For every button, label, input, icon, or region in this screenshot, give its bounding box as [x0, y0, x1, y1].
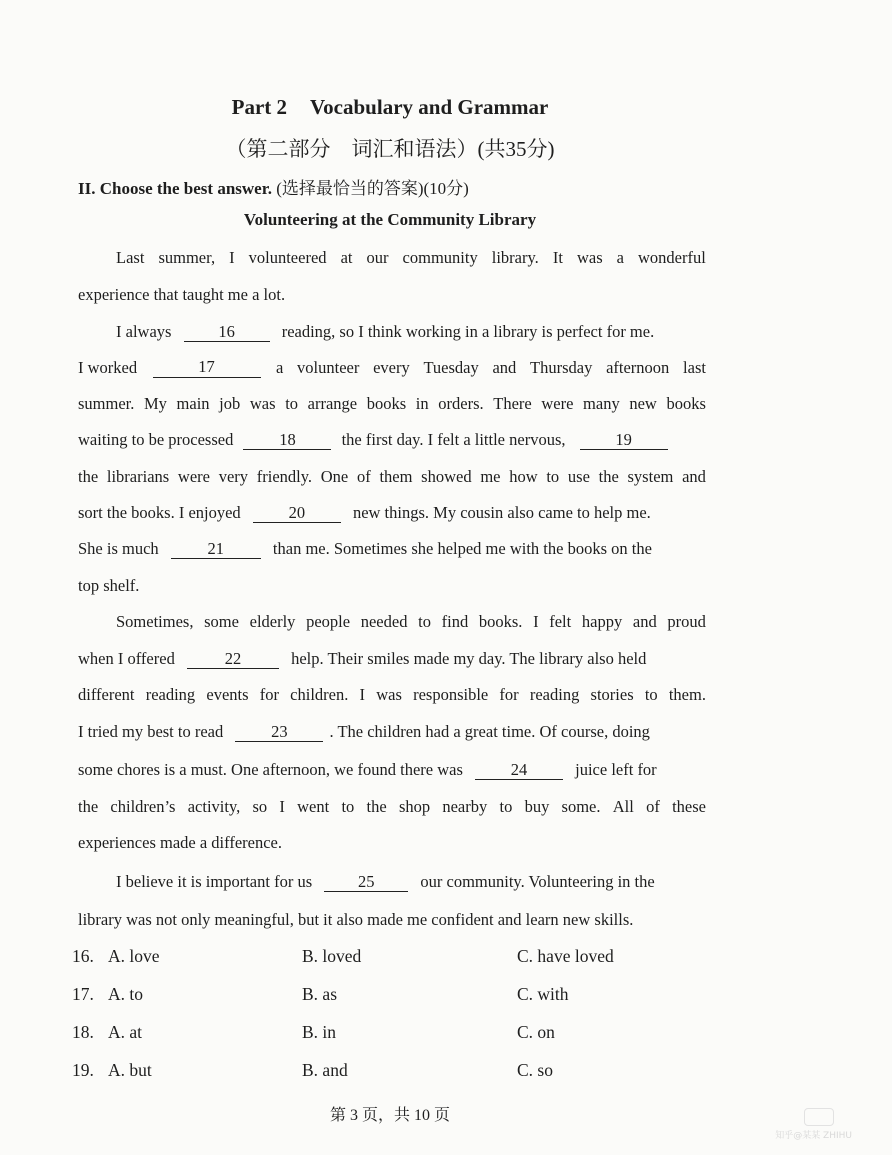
passage-word: in — [415, 394, 429, 413]
blank-23: 23 — [235, 723, 323, 742]
passage-word: was — [576, 248, 603, 267]
passage-word: summer. — [78, 394, 135, 413]
passage-word: showed — [421, 467, 472, 486]
blank-22: 22 — [187, 650, 279, 669]
passage-word: I — [229, 248, 235, 267]
passage-word: orders. — [438, 394, 484, 413]
passage-word: every — [373, 358, 410, 377]
passage-line: some chores is a must. One afternoon, we found there was 24 juice left for — [78, 760, 657, 779]
passage-word: events — [206, 685, 249, 704]
passage-word: I — [279, 797, 285, 816]
passage-word: needed — [360, 612, 408, 631]
passage-word: One — [320, 467, 349, 486]
part-subtitle-cn: （第二部分 词汇和语法）(共35分) — [225, 137, 555, 161]
passage-word: a — [616, 248, 624, 267]
passage-word: nearby — [442, 797, 488, 816]
passage-line: experience that taught me a lot. — [78, 285, 286, 304]
section-instruction: Choose the best answer. — [99, 179, 272, 198]
passage-word: stories — [590, 685, 634, 704]
passage-word: them. — [668, 685, 706, 704]
option-a[interactable]: A. but — [108, 1060, 152, 1080]
passage-word: summer, — [158, 248, 216, 267]
section-heading — [78, 174, 469, 199]
watermark: 知乎@某某 ZHIHU — [775, 1131, 852, 1141]
passage-title: Volunteering at the Community Library — [243, 210, 537, 229]
passage-word: shop — [398, 797, 431, 816]
option-b[interactable]: B. as — [302, 984, 337, 1004]
question-number: 17. — [72, 984, 94, 1004]
passage-word: arrange — [307, 394, 358, 413]
passage-word: some. — [561, 797, 601, 816]
passage-word: how — [509, 467, 538, 486]
blank-24: 24 — [475, 761, 563, 780]
passage-line: I believe it is important for us 25 our community. Volunteering in the — [116, 872, 655, 891]
passage-word: to — [341, 797, 355, 816]
passage-word: them — [379, 467, 413, 486]
passage-line: when I offered 22 help. Their smiles made my day. The library also held — [78, 649, 647, 668]
passage-word: elderly — [249, 612, 296, 631]
passage-word: different — [78, 685, 135, 704]
passage-word: responsible — [413, 685, 489, 704]
passage-word: so — [252, 797, 268, 816]
blank-21: 21 — [171, 540, 261, 559]
passage-line: top shelf. — [78, 576, 140, 595]
passage-word: wonderful — [638, 248, 706, 267]
passage-word: community — [402, 248, 478, 267]
option-a[interactable]: A. at — [108, 1022, 143, 1042]
passage-line: I worked 17 a volunteer every Tuesday and Thursday afternoon last — [78, 357, 706, 377]
passage-word: activity, — [187, 797, 241, 816]
passage-word: My — [144, 394, 167, 413]
passage-word: the — [78, 467, 99, 486]
question-number: 16. — [72, 946, 94, 966]
passage-word: afternoon — [606, 358, 670, 377]
passage-line: I tried my best to read 23 . The children had a great time. Of course, doing — [78, 722, 650, 741]
option-c[interactable]: C. with — [517, 984, 569, 1004]
passage-line: sort the books. I enjoyed 20 new things. My cousin also came to help me. — [78, 503, 651, 522]
option-c[interactable]: C. on — [517, 1022, 555, 1042]
passage-word: me — [480, 467, 501, 486]
passage-word: to — [499, 797, 513, 816]
passage-word: went — [297, 797, 330, 816]
option-b[interactable]: B. and — [302, 1060, 348, 1080]
passage-word: books — [366, 394, 407, 413]
passage-word: buy — [524, 797, 550, 816]
option-a[interactable]: A. love — [108, 946, 160, 966]
passage-word: volunteered — [248, 248, 327, 267]
option-a[interactable]: A. to — [108, 984, 143, 1004]
passage-word: new — [629, 394, 657, 413]
passage-word: to — [285, 394, 299, 413]
passage-word: Thursday — [530, 358, 593, 377]
passage-word: All — [612, 797, 634, 816]
part-title — [0, 95, 780, 120]
option-c[interactable]: C. have loved — [517, 946, 614, 966]
passage-word: job — [219, 394, 241, 413]
passage-word: some — [204, 612, 239, 631]
passage-line — [78, 467, 706, 487]
passage-word: people — [306, 612, 351, 631]
passage-word: at — [340, 248, 353, 267]
passage-word: use — [567, 467, 590, 486]
passage-word: librarians — [106, 467, 170, 486]
passage-line — [116, 612, 706, 632]
passage-word: and — [632, 612, 657, 631]
passage-word: of — [646, 797, 660, 816]
passage-word: I — [533, 612, 539, 631]
passage-word: were — [541, 394, 574, 413]
passage-word: Tuesday — [423, 358, 479, 377]
passage-word: and — [492, 358, 517, 377]
passage-word: many — [583, 394, 620, 413]
option-b[interactable]: B. in — [302, 1022, 337, 1042]
passage-word: to — [418, 612, 431, 631]
question-number: 18. — [72, 1022, 94, 1042]
passage-word: find — [441, 612, 469, 631]
part-label: Part 2 — [231, 95, 288, 119]
section-instruction-cn: (选择最恰当的答案)(10分) — [276, 179, 469, 198]
blank-18: 18 — [243, 431, 331, 450]
passage-word: books. — [478, 612, 523, 631]
passage-word: the — [598, 467, 619, 486]
section-number: II. — [78, 179, 96, 198]
option-b[interactable]: B. loved — [302, 946, 362, 966]
passage-word: was — [376, 685, 402, 704]
passage-word: to — [546, 467, 560, 486]
passage-word: felt — [549, 612, 572, 631]
blank-20: 20 — [253, 504, 341, 523]
passage-word: last — [683, 358, 706, 377]
blank-17: 17 — [153, 358, 261, 378]
passage-word: I — [359, 685, 366, 704]
passage-line: library was not only meaningful, but it also made me confident and learn new skills. — [78, 910, 634, 929]
passage-word: library. — [491, 248, 539, 267]
option-c[interactable]: C. so — [517, 1060, 553, 1080]
passage-word: to — [644, 685, 658, 704]
passage-word: the — [366, 797, 387, 816]
passage-word: volunteer — [297, 358, 360, 377]
blank-25: 25 — [324, 873, 408, 892]
passage-word: system — [627, 467, 674, 486]
passage-line: experiences made a difference. — [78, 833, 282, 852]
blank-19: 19 — [580, 431, 668, 450]
passage-word: main — [176, 394, 210, 413]
passage-word: children. — [290, 685, 349, 704]
passage-word: and — [682, 467, 706, 486]
blank-16: 16 — [184, 323, 270, 342]
passage-word: It — [552, 248, 563, 267]
passage-word: our — [366, 248, 389, 267]
passage-word: reading — [529, 685, 580, 704]
passage-word: reading — [145, 685, 196, 704]
passage-word: Sometimes, — [116, 612, 194, 631]
part-name: Vocabulary and Grammar — [309, 95, 549, 119]
passage-word: books — [666, 394, 706, 413]
passage-word: proud — [667, 612, 706, 631]
passage-line — [78, 685, 706, 705]
watermark-logo — [804, 1108, 834, 1126]
passage-word: children’s — [110, 797, 176, 816]
passage-word: these — [672, 797, 706, 816]
passage-line: I always 16 reading, so I think working in a library is perfect for me. — [116, 322, 655, 341]
passage-line — [116, 248, 706, 268]
passage-line: She is much 21 than me. Sometimes she helped me with the books on the — [78, 539, 652, 558]
passage-word: There — [493, 394, 532, 413]
passage-word: very — [218, 467, 249, 486]
passage-word: of — [356, 467, 371, 486]
passage-word: for — [259, 685, 279, 704]
passage-word: happy — [581, 612, 623, 631]
passage-word: was — [249, 394, 276, 413]
page-footer: 第 3 页，共 10 页 — [329, 1107, 450, 1124]
passage-word: for — [499, 685, 519, 704]
passage-word: the — [78, 797, 99, 816]
question-number: 19. — [72, 1060, 94, 1080]
passage-line: waiting to be processed 18 the first day. I felt a little nervous, 19 — [78, 430, 706, 450]
passage-word: friendly. — [256, 467, 313, 486]
passage-line — [78, 797, 706, 817]
passage-line — [78, 394, 706, 414]
passage-word: a — [275, 358, 284, 377]
passage-word: Last — [116, 248, 145, 267]
passage-word: were — [177, 467, 210, 486]
